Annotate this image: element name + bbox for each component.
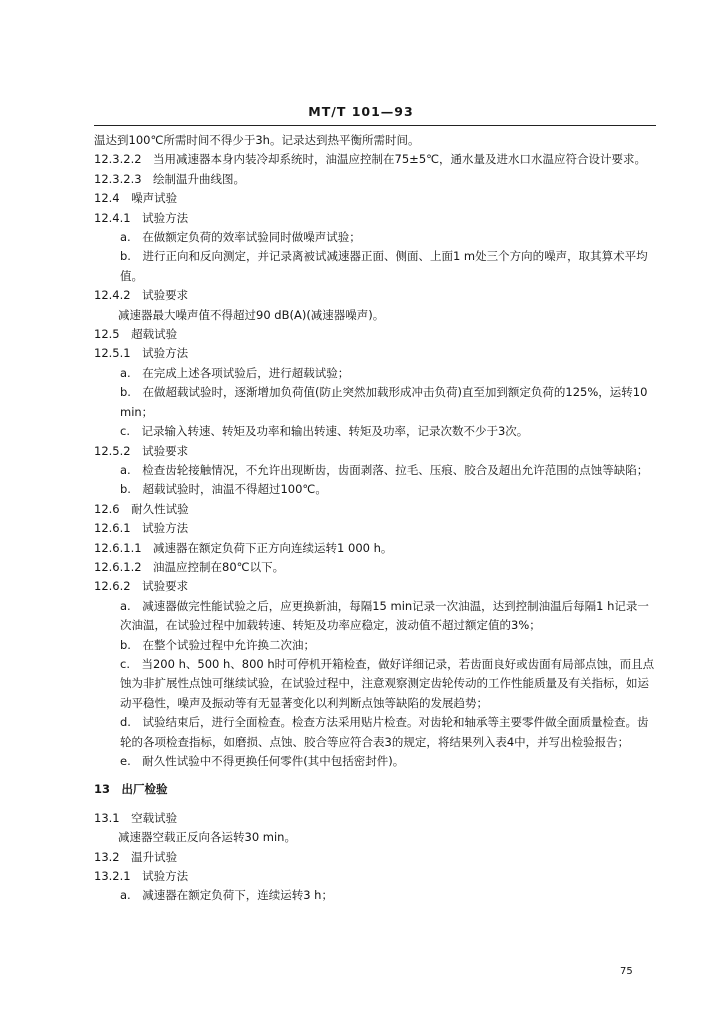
list-item: b. 在做超载试验时，逐渐增加负荷值(防止突然加载形成冲击负荷)直至加到额定负荷的125%，运转10 min； [120,385,648,419]
list-item: d. 试验结束后，进行全面检查。检查方法采用贴片检查。对齿轮和轴承等主要零件做全面质量检查。齿轮的各项检查指标，如磨损、点蚀、胶合等应符合表3的规定，将结果列入表4中，并写出检验报告； [120,715,649,749]
clause-12-6-1-2: 12.6.1.2 油温应控制在80℃以下。 [94,559,285,574]
header-rule [94,125,656,126]
list-item: e. 耐久性试验中不得更换任何零件(其中包括密封件)。 [120,754,405,768]
list-item: c. 当200 h、500 h、800 h时可停机开箱检查，做好详细记录，若齿面良好或齿面有局部点蚀，而且点蚀为非扩展性点蚀可继续试验，在试验过程中，注意观察测定齿轮传动的工作性能质量及有关指标，如运动平稳性，噪声及振动等有无显著变化以利判断点蚀等缺陷的发展趋势； [120,656,655,710]
section-heading-13: 13 出厂检验 [94,782,168,797]
clause-12-5-1: 12.5.1 试验方法 [94,346,189,361]
clause-12-4-1: 12.4.1 试验方法 [94,210,189,225]
clause-12-3-2-3: 12.3.2.3 绘制温升曲线图。 [94,171,246,186]
clause-12-6: 12.6 耐久性试验 [94,501,189,516]
text-line: 温达到100℃所需时间不得少于3h。记录达到热平衡所需时间。 [94,133,420,147]
clause-12-4: 12.4 噪声试验 [94,191,178,206]
clause-13-2: 13.2 温升试验 [94,849,178,864]
page-number: 75 [620,966,633,977]
clause-12-5-2: 12.5.2 试验要求 [94,443,189,458]
list-item: a. 减速器在额定负荷下，连续运转3 h； [120,888,333,903]
clause-12-4-2: 12.4.2 试验要求 [94,288,189,303]
list-item: c. 记录输入转速、转矩及功率和输出转速、转矩及功率，记录次数不少于3次。 [120,424,529,439]
clause-13-2-1: 13.2.1 试验方法 [94,869,189,884]
standard-code-header: MT/T 101—93 [308,104,414,119]
list-item: a. 在做额定负荷的效率试验同时做噪声试验； [120,230,361,245]
document-body [94,131,656,906]
clause-12-5: 12.5 超载试验 [94,327,178,342]
clause-12-6-1: 12.6.1 试验方法 [94,521,189,536]
list-item: b. 超载试验时，油温不得超过100℃。 [120,482,327,497]
clause-12-6-1-1: 12.6.1.1 减速器在额定负荷下正方向连续运转1 000 h。 [94,540,393,555]
text-line: 减速器空载正反向各运转30 min。 [118,830,296,845]
list-item: a. 检查齿轮接触情况，不允许出现断齿，齿面剥落、拉毛、压痕、胶合及超出允许范围的点蚀等缺陷； [120,462,649,477]
clause-12-3-2-2: 12.3.2.2 当用减速器本身内装冷却系统时，油温应控制在75±5℃，通水量及进水口水温应符合设计要求。 [94,152,647,167]
clause-13-1: 13.1 空载试验 [94,810,178,825]
list-item: b. 进行正向和反向测定，并记录离被试减速器正面、侧面、上面1 m处三个方向的噪声，取其算术平均值。 [120,249,648,283]
text-line: 减速器最大噪声值不得超过90 dB(A)(减速器噪声)。 [118,307,385,322]
list-item: b. 在整个试验过程中允许换二次油； [120,637,315,652]
clause-12-6-2: 12.6.2 试验要求 [94,579,189,594]
list-item: a. 在完成上述各项试验后，进行超载试验； [120,365,350,380]
list-item: a. 减速器做完性能试验之后，应更换新油，每隔15 min记录一次油温，达到控制油温后每隔1 h记录一次油温，在试验过程中加载转速、转矩及功率应稳定，波动值不超过额定值的3%； [120,598,649,633]
